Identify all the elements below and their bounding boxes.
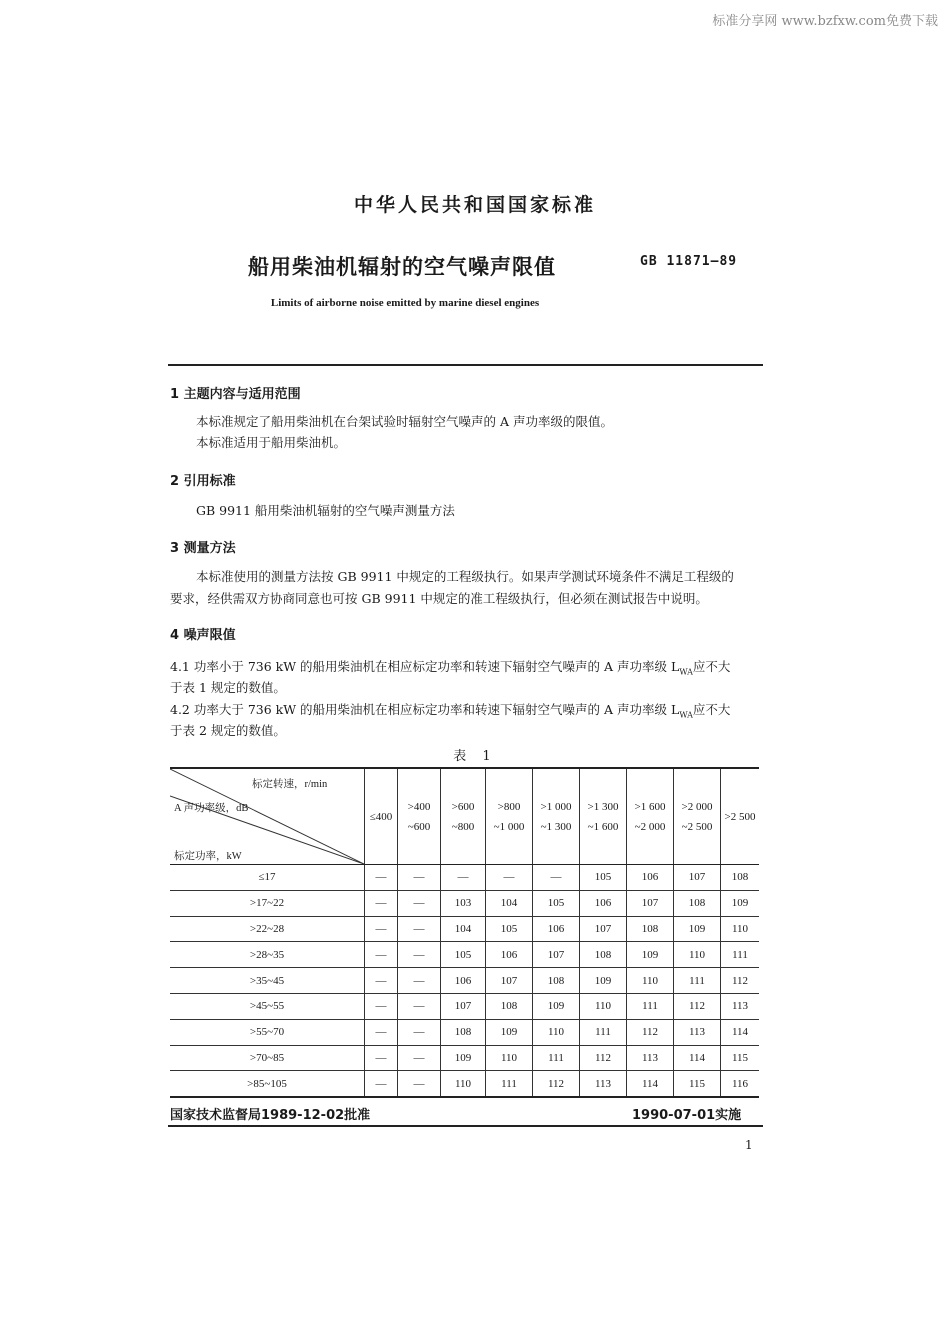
table-cell: 108 — [533, 968, 580, 994]
table-header-row — [170, 768, 759, 865]
table-cell: 113 — [674, 1019, 721, 1045]
table-cell: 106 — [533, 916, 580, 942]
column-header: >1 000 ~1 300 — [533, 768, 580, 865]
table-cell: 109 — [580, 968, 627, 994]
table-row — [170, 942, 759, 968]
section-2-heading: 2 引用标准 — [170, 474, 236, 489]
row-power-label: >55~70 — [170, 1019, 365, 1045]
table-row — [170, 1019, 759, 1045]
document-title: 船用柴油机辐射的空气噪声限值 — [248, 255, 556, 279]
table-cell: 108 — [580, 942, 627, 968]
effective-date: 1990-07-01实施 — [632, 1108, 742, 1123]
table-cell: 110 — [721, 916, 760, 942]
table-cell: 105 — [533, 890, 580, 916]
table-cell: 111 — [721, 942, 760, 968]
table-cell: 107 — [441, 993, 486, 1019]
column-header: >1 600 ~2 000 — [627, 768, 674, 865]
referenced-standard: GB 9911 船用柴油机辐射的空气噪声测量方法 — [196, 503, 455, 518]
table-cell: — — [365, 916, 398, 942]
table-cell: — — [365, 890, 398, 916]
page-number: 1 — [745, 1138, 753, 1152]
table-cell: 107 — [580, 916, 627, 942]
table-cell: 105 — [486, 916, 533, 942]
table-cell: — — [365, 1019, 398, 1045]
table-cell: 108 — [721, 865, 760, 891]
column-header: >600 ~800 — [441, 768, 486, 865]
table-cell: 110 — [441, 1071, 486, 1097]
table-cell: — — [365, 942, 398, 968]
table-cell: — — [398, 916, 441, 942]
table-cell: 109 — [486, 1019, 533, 1045]
table-cell: 107 — [533, 942, 580, 968]
table-cell: 106 — [486, 942, 533, 968]
section-1-heading: 1 主题内容与适用范围 — [170, 387, 301, 402]
table-cell: 114 — [721, 1019, 760, 1045]
table-cell: — — [486, 865, 533, 891]
table-cell: 109 — [533, 993, 580, 1019]
section-3-paragraph-line-1: 本标准使用的测量方法按 GB 9911 中规定的工程级执行。如果声学测试环境条件不满足工程级的 — [196, 569, 734, 584]
table-cell: 114 — [674, 1045, 721, 1071]
table-cell: 111 — [533, 1045, 580, 1071]
table-row — [170, 1071, 759, 1097]
table-cell: — — [398, 968, 441, 994]
table-cell: — — [398, 890, 441, 916]
row-power-label: >22~28 — [170, 916, 365, 942]
clause-4-2-tail: 应不大 — [692, 702, 731, 717]
table-row — [170, 968, 759, 994]
section-1-paragraph-1: 本标准规定了船用柴油机在台架试验时辐射空气噪声的 A 声功率级的限值。 — [196, 414, 613, 429]
table-cell: 109 — [441, 1045, 486, 1071]
column-header: >2 000 ~2 500 — [674, 768, 721, 865]
table-1-caption: 表 1 — [453, 749, 497, 764]
table-cell: 111 — [580, 1019, 627, 1045]
row-power-label: >17~22 — [170, 890, 365, 916]
table-cell: 107 — [486, 968, 533, 994]
table-cell: — — [365, 1045, 398, 1071]
clause-4-2-text: 4.2 功率大于 736 kW 的船用柴油机在相应标定功率和转速下辐射空气噪声的 A 声功率级 L — [170, 702, 680, 717]
corner-level-label: A 声功率级，dB — [174, 803, 249, 814]
clause-4-1-tail: 应不大 — [692, 659, 731, 674]
table-cell: 111 — [486, 1071, 533, 1097]
table-cell: — — [441, 865, 486, 891]
table-row — [170, 916, 759, 942]
standard-number: GB 11871—89 — [640, 254, 738, 269]
table-cell: 110 — [533, 1019, 580, 1045]
table-cell: 111 — [674, 968, 721, 994]
row-power-label: ≤17 — [170, 865, 365, 891]
section-3-paragraph-line-2: 要求，经供需双方协商同意也可按 GB 9911 中规定的准工程级执行，但必须在测试报告中说明。 — [170, 591, 708, 606]
table-cell: 114 — [627, 1071, 674, 1097]
table-cell: 112 — [533, 1071, 580, 1097]
table-cell: — — [398, 865, 441, 891]
table-cell: 110 — [627, 968, 674, 994]
column-header: ≤400 — [365, 768, 398, 865]
table-cell: — — [533, 865, 580, 891]
section-3-heading: 3 测量方法 — [170, 541, 236, 556]
table-cell: — — [398, 1019, 441, 1045]
table-cell: 112 — [580, 1045, 627, 1071]
table-cell: 106 — [441, 968, 486, 994]
row-power-label: >70~85 — [170, 1045, 365, 1071]
table-cell: — — [365, 865, 398, 891]
approval-date: 国家技术监督局1989-12-02批准 — [170, 1108, 371, 1123]
table-cell: — — [365, 993, 398, 1019]
table-cell: 107 — [674, 865, 721, 891]
clause-4-1-text: 4.1 功率小于 736 kW 的船用柴油机在相应标定功率和转速下辐射空气噪声的 A 声功率级 L — [170, 659, 680, 674]
table-cell: 107 — [627, 890, 674, 916]
table-cell: 103 — [441, 890, 486, 916]
watermark: 标准分享网 www.bzfxw.com免费下载 — [712, 14, 938, 29]
table-cell: 112 — [721, 968, 760, 994]
table-corner-cell — [170, 768, 365, 865]
clause-4-2-line-2: 于表 2 规定的数值。 — [170, 723, 286, 738]
table-cell: 109 — [721, 890, 760, 916]
table-cell: 113 — [580, 1071, 627, 1097]
section-1-paragraph-2: 本标准适用于船用柴油机。 — [196, 435, 347, 450]
corner-diagonal — [170, 769, 364, 864]
table-cell: 110 — [486, 1045, 533, 1071]
table-cell: — — [398, 993, 441, 1019]
document-title-english: Limits of airborne noise emitted by marine diesel engines — [270, 297, 540, 309]
table-cell: 105 — [580, 865, 627, 891]
national-standard-title: 中华人民共和国国家标准 — [353, 194, 596, 216]
table-cell: — — [398, 1045, 441, 1071]
table-cell: 109 — [674, 916, 721, 942]
table-cell: 108 — [441, 1019, 486, 1045]
table-cell: — — [365, 968, 398, 994]
corner-power-label: 标定功率，kW — [174, 851, 242, 862]
table-cell: 110 — [580, 993, 627, 1019]
table-cell: 111 — [627, 993, 674, 1019]
table-row — [170, 890, 759, 916]
table-cell: 104 — [441, 916, 486, 942]
table-cell: 108 — [674, 890, 721, 916]
table-cell: 104 — [486, 890, 533, 916]
row-power-label: >85~105 — [170, 1071, 365, 1097]
column-header: >400 ~600 — [398, 768, 441, 865]
clause-4-2-subscript: WA — [679, 710, 693, 720]
table-1 — [170, 767, 759, 1098]
table-cell: 108 — [627, 916, 674, 942]
table-cell: 105 — [441, 942, 486, 968]
table-cell: 106 — [580, 890, 627, 916]
column-header: >2 500 — [721, 768, 760, 865]
table-cell: 110 — [674, 942, 721, 968]
table-row — [170, 865, 759, 891]
table-cell: — — [365, 1071, 398, 1097]
table-cell: 113 — [721, 993, 760, 1019]
clause-4-1-line-2: 于表 1 规定的数值。 — [170, 680, 286, 695]
footer-rule — [168, 1125, 763, 1127]
table-cell: 113 — [627, 1045, 674, 1071]
table-cell: 112 — [627, 1019, 674, 1045]
row-power-label: >45~55 — [170, 993, 365, 1019]
column-header: >800 ~1 000 — [486, 768, 533, 865]
table-cell: 115 — [674, 1071, 721, 1097]
table-cell: 106 — [627, 865, 674, 891]
table-cell: 109 — [627, 942, 674, 968]
row-power-label: >28~35 — [170, 942, 365, 968]
row-power-label: >35~45 — [170, 968, 365, 994]
table-cell: 116 — [721, 1071, 760, 1097]
corner-speed-label: 标定转速，r/min — [252, 779, 328, 790]
clause-4-1-subscript: WA — [679, 667, 693, 677]
table-cell: 115 — [721, 1045, 760, 1071]
header-rule — [168, 364, 763, 366]
table-cell: — — [398, 1071, 441, 1097]
table-row — [170, 1045, 759, 1071]
table-cell: 112 — [674, 993, 721, 1019]
column-header: >1 300 ~1 600 — [580, 768, 627, 865]
section-4-heading: 4 噪声限值 — [170, 628, 236, 643]
table-cell: — — [398, 942, 441, 968]
table-row — [170, 993, 759, 1019]
table-cell: 108 — [486, 993, 533, 1019]
